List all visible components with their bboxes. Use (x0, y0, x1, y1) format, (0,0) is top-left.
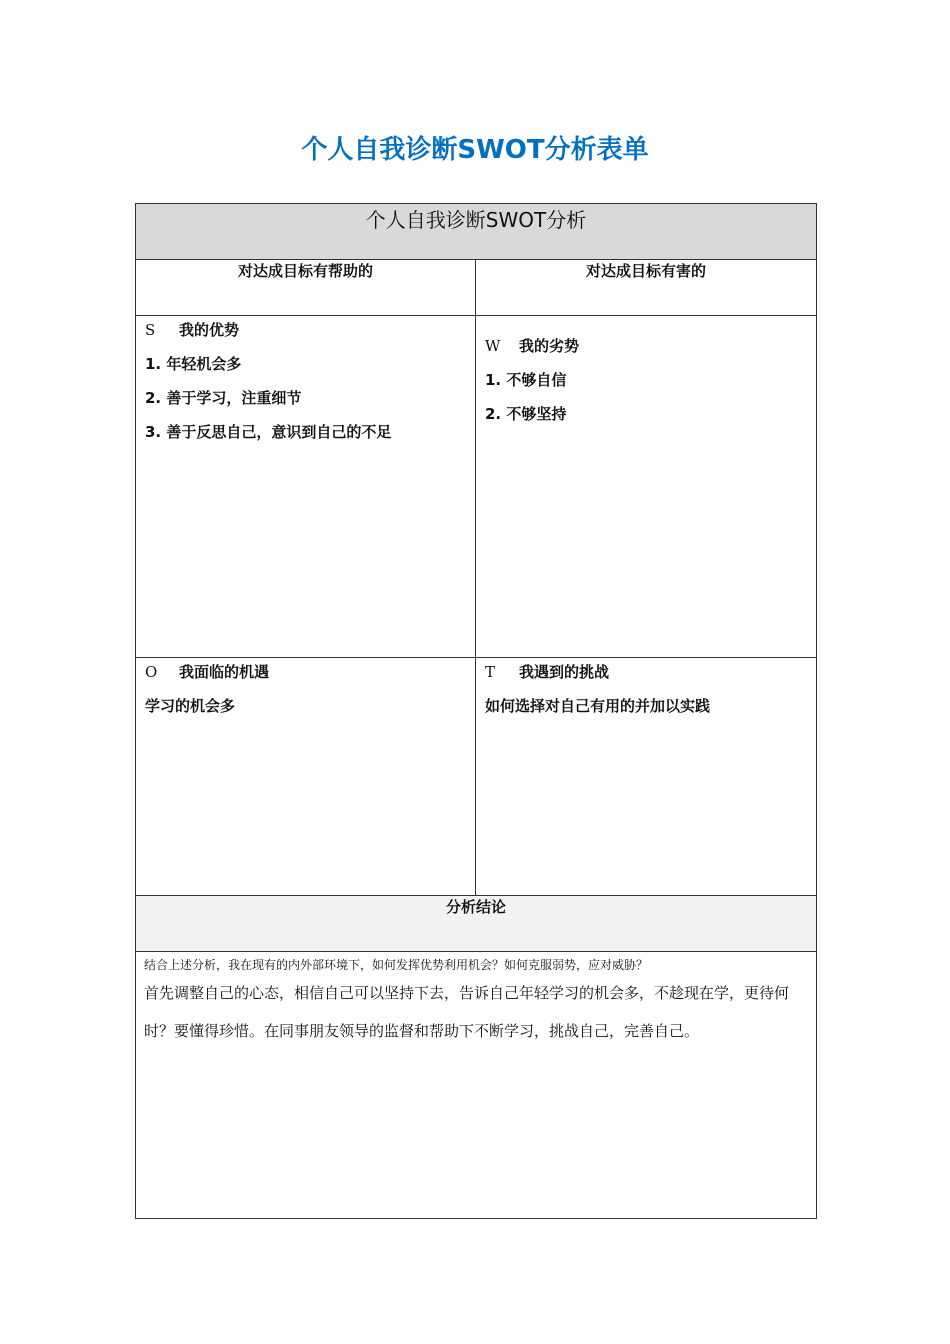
opportunities-heading (145, 661, 466, 683)
threats-letter: T (485, 663, 496, 681)
column-header-helpful: 对达成目标有帮助的 (136, 260, 476, 316)
opportunities-letter: O (145, 663, 158, 681)
conclusion-text: 首先调整自己的心态，相信自己可以坚持下去，告诉自己年轻学习的机会多，不趁现在学，更待何时？要懂得珍惜。在同事朋友领导的监督和帮助下不断学习，挑战自己，完善自己。 (144, 984, 790, 1040)
weaknesses-cell (476, 316, 817, 658)
opportunities-item: 学习的机会多 (145, 697, 236, 715)
opportunities-cell (136, 658, 476, 896)
strengths-weaknesses-row (136, 316, 817, 658)
swot-table (135, 203, 817, 1219)
threats-cell (476, 658, 817, 896)
document-title: 个人自我诊断SWOT分析表单 (301, 135, 649, 165)
opportunities-threats-row (136, 658, 817, 896)
opportunities-title: 我面临的机遇 (179, 663, 270, 681)
threats-title: 我遇到的挑战 (519, 663, 610, 681)
conclusion-header: 分析结论 (136, 896, 817, 952)
strengths-letter: S (145, 321, 156, 339)
threats-heading (485, 661, 807, 683)
threats-item: 如何选择对自己有用的并加以实践 (485, 697, 711, 715)
strengths-cell (136, 316, 476, 658)
table-header: 个人自我诊断SWOT分析 (136, 204, 817, 260)
strengths-item: 2. 善于学习，注重细节 (145, 389, 302, 407)
weaknesses-item: 1. 不够自信 (485, 371, 567, 389)
strengths-item: 1. 年轻机会多 (145, 355, 242, 373)
column-header-harmful: 对达成目标有害的 (476, 260, 817, 316)
table-header-row (136, 204, 817, 260)
weaknesses-title: 我的劣势 (519, 337, 580, 355)
conclusion-cell (136, 952, 817, 1219)
column-header-row (136, 260, 817, 316)
strengths-title: 我的优势 (179, 321, 240, 339)
weaknesses-heading (485, 335, 807, 357)
weaknesses-letter: W (485, 337, 501, 355)
strengths-item: 3. 善于反思自己，意识到自己的不足 (145, 423, 392, 441)
conclusion-prompt: 结合上述分析，我在现有的内外部环境下，如何发挥优势利用机会？如何克服弱势，应对威胁？ (144, 958, 649, 972)
conclusion-header-row (136, 896, 817, 952)
weaknesses-item: 2. 不够坚持 (485, 405, 567, 423)
strengths-heading (145, 319, 466, 341)
conclusion-body-row (136, 952, 817, 1219)
